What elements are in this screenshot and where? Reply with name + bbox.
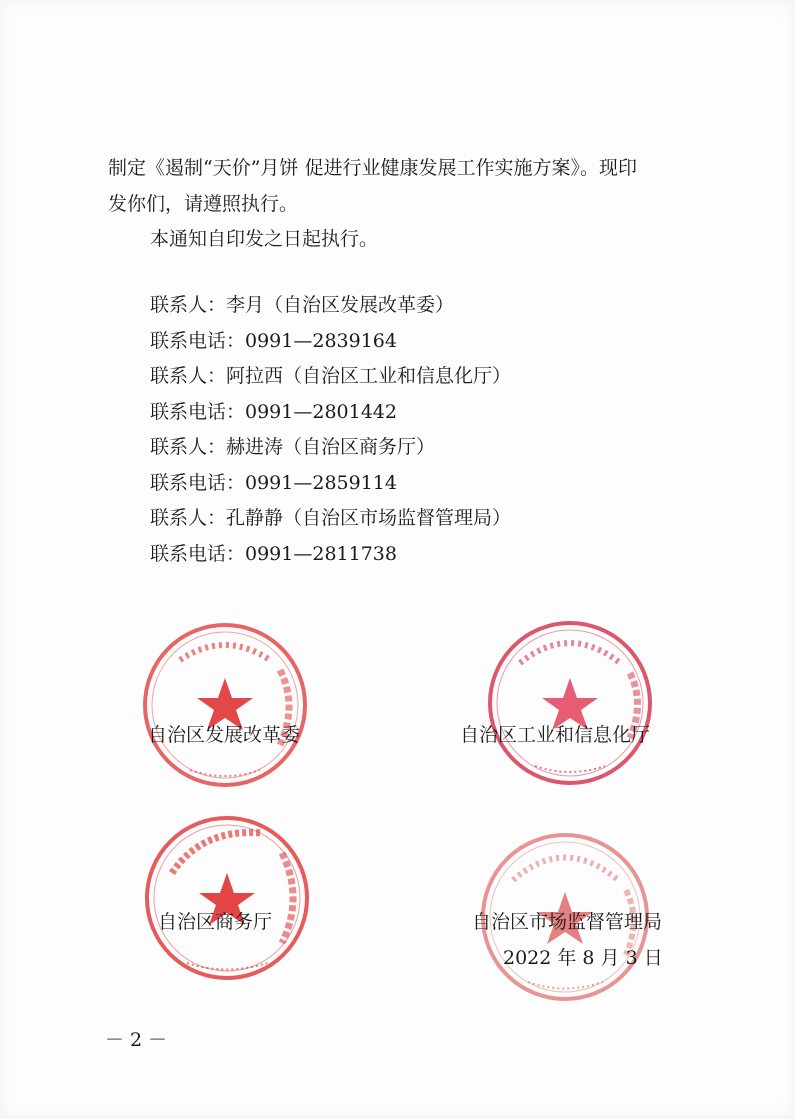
contact-person-3: 联系人：赫进涛（自治区商务厅）: [150, 436, 436, 458]
contact-person-4: 联系人：孔静静（自治区市场监督管理局）: [150, 507, 512, 529]
seal-label-market-regulation: 自治区市场监督管理局: [472, 911, 663, 933]
contact-phone-4: 联系电话：0991—2811738: [150, 543, 397, 565]
official-seal-commerce: [142, 813, 312, 983]
seal-label-ndrc: 自治区发展改革委: [148, 724, 301, 746]
contact-phone-3: 联系电话：0991—2859114: [150, 472, 397, 494]
page-number: － 2 －: [105, 1029, 168, 1051]
issue-date: 2022 年 8 月 3 日: [503, 947, 663, 969]
seal-label-industry-it: 自治区工业和信息化厅: [460, 724, 651, 746]
official-seal-ndrc: [140, 620, 310, 790]
effective-notice: 本通知自印发之日起执行。: [150, 228, 379, 250]
paragraph-intro-line-2: 发你们，请遵照执行。: [108, 193, 299, 215]
contact-person-1: 联系人：李月（自治区发展改革委）: [150, 294, 455, 316]
paragraph-intro-line-1: 制定《遏制“天价”月饼 促进行业健康发展工作实施方案》。现印: [108, 157, 637, 179]
seal-label-commerce: 自治区商务厅: [158, 911, 273, 933]
contact-phone-2: 联系电话：0991—2801442: [150, 401, 397, 423]
contact-person-2: 联系人：阿拉西（自治区工业和信息化厅）: [150, 365, 512, 387]
contact-phone-1: 联系电话：0991—2839164: [150, 330, 397, 352]
official-seal-industry-it: [485, 618, 655, 788]
paragraph-intro: [108, 150, 708, 222]
